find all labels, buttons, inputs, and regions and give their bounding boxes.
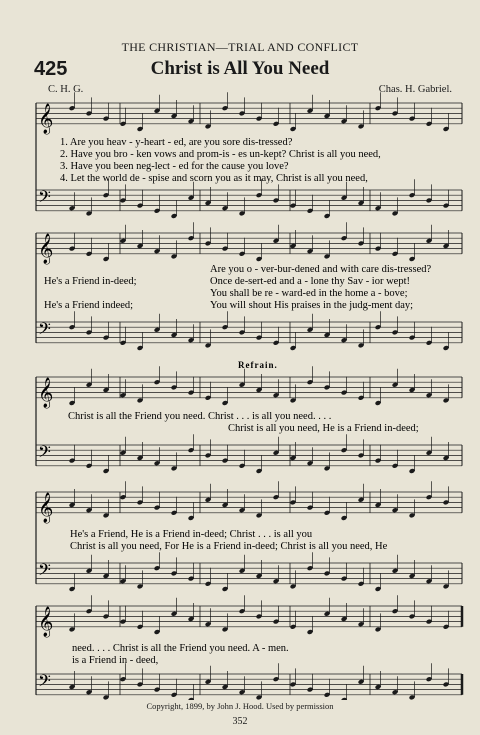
staff-lines (36, 103, 462, 695)
svg-text:𝄞: 𝄞 (38, 606, 54, 637)
system2-lyric-2: Once de-sert-ed and a - lone thy Sav - ior wept! (210, 276, 411, 287)
system2-left-lyric-2: He's a Friend indeed; (44, 300, 134, 311)
system5-bass-lyric: is a Friend in - deed, (72, 655, 159, 666)
refrain-label: Refrain. (238, 360, 278, 370)
svg-text:𝄢: 𝄢 (38, 441, 51, 466)
system2-left-lyric-1: He's a Friend in-deed; (44, 276, 137, 287)
svg-text:𝄢: 𝄢 (38, 670, 51, 695)
system2-lyric-4: You will shout His praises in the judg-ment day; (210, 300, 414, 311)
system4-bass-lyric: Christ is all you need, For He is a Friend in-deed; Christ is all you need, He (70, 541, 388, 552)
system3-soprano-lyric: Christ is all the Friend you need. Christ . . . is all you need. . . . (68, 411, 332, 422)
hymn-title: Christ is All You Need (150, 58, 330, 79)
system5-soprano-lyric: need. . . . Christ is all the Friend you need. A - men. (72, 643, 289, 654)
system3-bass-lyric: Christ is all you need, He is a Friend in-deed; (228, 423, 419, 434)
verse-4-lyric: 4. Let the world de - spise and scorn you as it may, Christ is all you need, (60, 173, 368, 184)
svg-text:𝄞: 𝄞 (38, 377, 54, 408)
svg-text:𝄞: 𝄞 (38, 492, 54, 523)
verse-2-lyric: 2. Have you bro - ken vows and prom-is - es un-kept? Christ is all you need, (60, 149, 381, 160)
svg-text:𝄢: 𝄢 (38, 318, 51, 343)
composer-credit: Chas. H. Gabriel. (378, 84, 452, 95)
system2-lyric-3: You shall be re - ward-ed in the home a - bove; (210, 288, 408, 299)
lyricist-credit: C. H. G. (48, 84, 84, 95)
system2-lyric-1: Are you o - ver-bur-dened and with care dis-tressed? (210, 264, 432, 275)
svg-text:𝄢: 𝄢 (38, 559, 51, 584)
hymn-number: 425 (34, 58, 68, 80)
verse-3-lyric: 3. Have you been neg-lect - ed for the cause you love? (60, 161, 289, 172)
system4-soprano-lyric: He's a Friend, He is a Friend in-deed; Christ . . . is all you (70, 529, 313, 540)
svg-text:𝄞: 𝄞 (38, 233, 54, 264)
section-heading: THE CHRISTIAN—TRIAL AND CONFLICT (121, 40, 359, 54)
verse-1-lyric: 1. Are you heav - y-heart - ed, are you sore dis-tressed? (60, 137, 293, 148)
svg-text:𝄞: 𝄞 (38, 103, 54, 134)
page-number: 352 (232, 716, 248, 727)
copyright-notice: Copyright, 1899, by John J. Hood. Used by permission (146, 701, 334, 711)
svg-text:𝄢: 𝄢 (38, 186, 51, 211)
